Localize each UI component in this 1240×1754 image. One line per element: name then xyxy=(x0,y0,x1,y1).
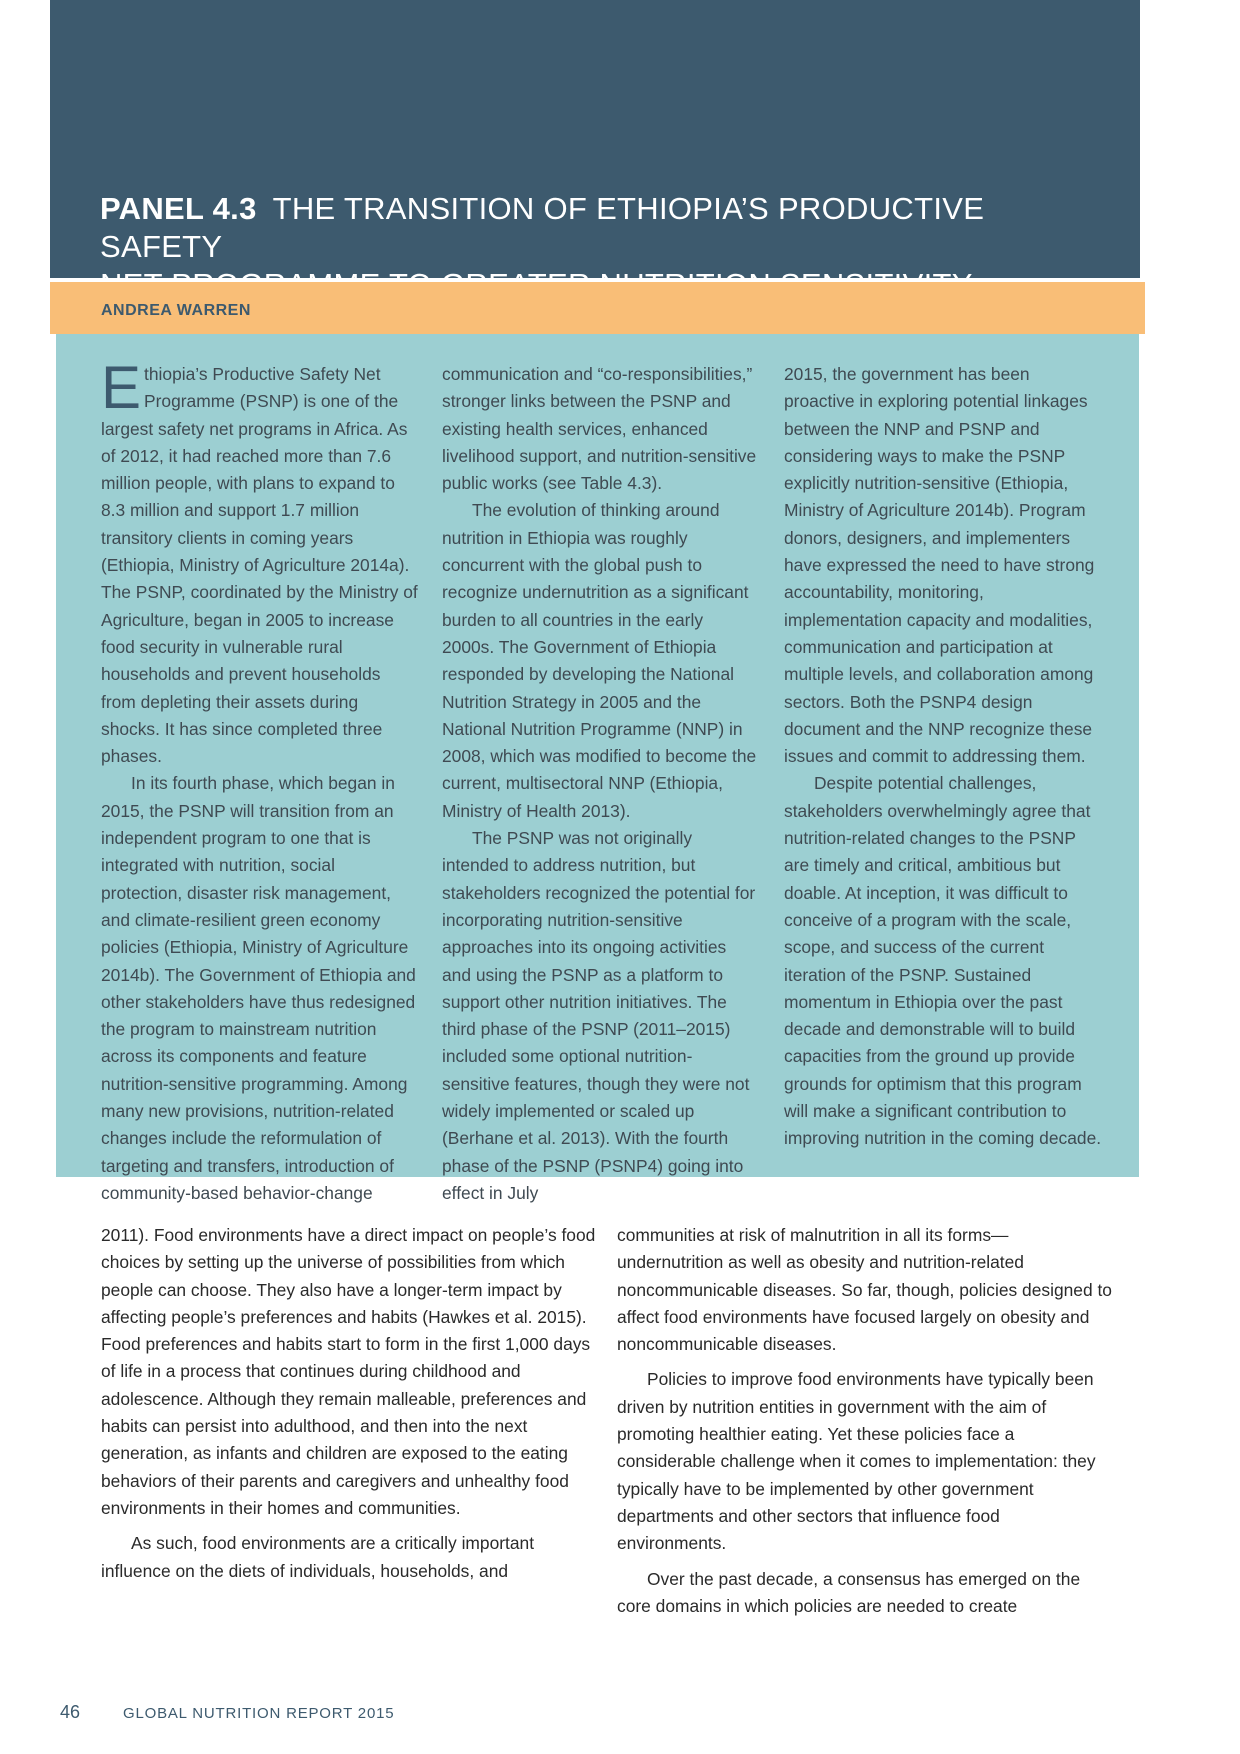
body-column-1 xyxy=(101,1222,596,1593)
running-footer-title: GLOBAL NUTRITION REPORT 2015 xyxy=(123,1705,395,1722)
page-number: 46 xyxy=(60,1702,81,1722)
body-paragraph: Policies to improve food environments have typically been driven by nutrition entities in government with the aim of promoting healthier eating. Yet these policies face a considerable challenge when it comes to implementation: they typically have to be implemented by other government departments and other sectors that influence food environments. xyxy=(617,1369,1096,1554)
body-paragraph: Over the past decade, a consensus has emerged on the core domains in which policies are needed to create xyxy=(617,1568,1081,1616)
drop-cap: E xyxy=(101,354,142,421)
panel-author: ANDREA WARREN xyxy=(101,302,251,319)
body-paragraph: 2011). Food environments have a direct impact on people’s food choices by setting up the universe of possibilities from which people can choose. They also have a longer-term impact by affecting people’s preferences and habits (Hawkes et al. 2015). Food preferences and habits start to form in the first 1,000 days of life in a process that continues during childhood and adolescence. Although they remain malleable, preferences and habits can persist into adulthood, and then into the next generation, as infants and children are exposed to the eating behaviors of their parents and caregivers and unhealthy food environments in their homes and communities. xyxy=(101,1225,596,1518)
panel-column-3 xyxy=(784,361,1102,1153)
body-column-2 xyxy=(617,1222,1112,1628)
panel-paragraph: 2015, the government has been proactive in exploring potential linkages between the NNP and PSNP and considering ways to make the PSNP explicitly nutrition-sensitive (Ethiopia, Ministry of Agriculture 2014b). Program donors, designers, and implementers have expressed the need to have strong accountability, monitoring, implementation capacity and modalities, communication and participation at multiple levels, and collaboration among sectors. Both the PSNP4 design document and the NNP recognize these issues and commit to addressing them. xyxy=(784,364,1095,767)
panel-paragraph: In its fourth phase, which began in 2015, the PSNP will transition from an independent program to one that is integrated with nutrition, social protection, disaster risk management, and climate-resilient green economy policies (Ethiopia, Ministry of Agriculture 2014b). The Government of Ethiopia and other stakeholders have thus redesigned the program to mainstream nutrition across its components and feature nutrition-sensitive programming. Among many new provisions, nutrition-related changes include the reformulation of targeting and transfers, introduction of community-based behavior-change xyxy=(101,773,416,1203)
panel-paragraph xyxy=(101,354,419,770)
panel-paragraph: The evolution of thinking around nutrition in Ethiopia was roughly concurrent with the global push to recognize undernutrition as a significant burden to all countries in the early 2000s. The Government of Ethiopia responded by developing the National Nutrition Strategy in 2005 and the National Nutrition Programme (NNP) in 2008, which was modified to become the current, multisectoral NNP (Ethiopia, Ministry of Health 2013). xyxy=(442,500,757,821)
panel-paragraph: The PSNP was not originally intended to address nutrition, but stakeholders recognized the potential for incorporating nutrition-sensitive approaches into its ongoing activities and using the PSNP as a platform to support other nutrition initiatives. The third phase of the PSNP (2011–2015) included some optional nutrition-sensitive features, though they were not widely implemented or scaled up (Berhane et al. 2013). With the fourth phase of the PSNP (PSNP4) going into effect in July xyxy=(442,828,756,1203)
panel-label: PANEL 4.3 xyxy=(100,191,257,226)
body-paragraph: As such, food environments are a critically important influence on the diets of individuals, households, and xyxy=(101,1533,535,1581)
panel-title-line1: THE TRANSITION OF ETHIOPIA’S PRODUCTIVE SAFETY xyxy=(100,191,985,264)
panel-paragraph: communication and “co-responsibilities,” stronger links between the PSNP and existing health services, enhanced livelihood support, and nutrition-sensitive public works (see Table 4.3). xyxy=(442,364,757,494)
panel-column-1 xyxy=(101,354,419,1207)
body-paragraph: communities at risk of malnutrition in all its forms—undernutrition as well as obesity and nutrition-related noncommunicable diseases. So far, though, policies designed to affect food environments have focused largely on obesity and noncommunicable diseases. xyxy=(617,1225,1112,1355)
panel-paragraph: Despite potential challenges, stakeholders overwhelmingly agree that nutrition-related changes to the PSNP are timely and critical, ambitious but doable. At inception, it was difficult to conceive of a program with the scale, scope, and success of the current iteration of the PSNP. Sustained momentum in Ethiopia over the past decade and demonstrable will to build capacities from the ground up provide grounds for optimism that this program will make a significant contribution to improving nutrition in the coming decade. xyxy=(784,773,1102,1149)
panel-column-2 xyxy=(442,361,760,1207)
panel-paragraph-text: thiopia’s Productive Safety Net Programme (PSNP) is one of the largest safety net programs in Africa. As of 2012, it had reached more than 7.6 million people, with plans to expand to 8.3 million and support 1.7 million transitory clients in coming years (Ethiopia, Ministry of Agriculture 2014a). The PSNP, coordinated by the Ministry of Agriculture, began in 2005 to increase food security in vulnerable rural households and prevent households from depleting their assets during shocks. It has since completed three phases. xyxy=(101,364,418,767)
